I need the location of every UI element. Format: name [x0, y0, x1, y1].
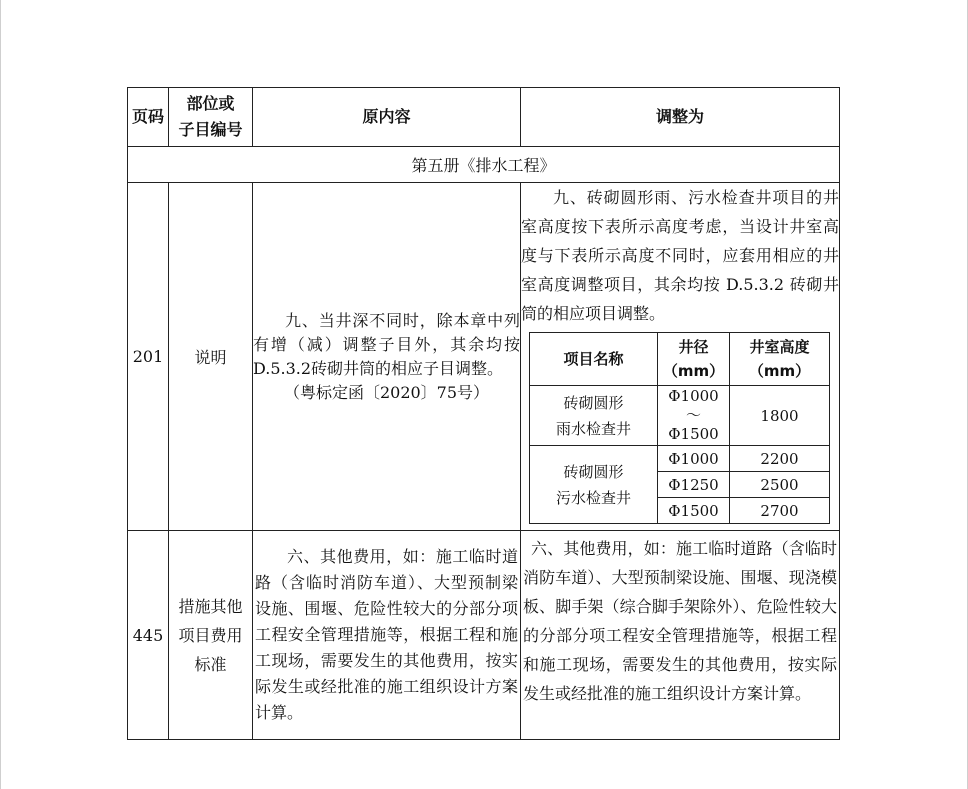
row-445-part-l3: 标准 — [194, 654, 227, 674]
row-445-part-l2: 项目费用 — [178, 625, 243, 645]
rain-well-diameter-l1: Φ1000 — [668, 387, 719, 405]
well-table-col-height-l2: （mm） — [748, 362, 811, 380]
well-table-col-diameter — [658, 333, 730, 386]
sewage-well-height-3: 2700 — [730, 498, 830, 524]
row-201-page: 201 — [128, 183, 169, 531]
row-445-original — [253, 531, 521, 740]
adjustment-table — [127, 87, 840, 740]
page-left-edge — [0, 0, 1, 789]
well-height-table — [529, 332, 830, 524]
table-header-row — [128, 88, 840, 147]
rain-well-diameter-l2: ～ — [685, 406, 701, 424]
row-445-adjusted — [521, 531, 840, 740]
section-title: 第五册《排水工程》 — [128, 147, 840, 183]
row-445-original-text: 六、其他费用，如：施工临时道路（含临时消防车道）、大型预制梁设施、围堰、危险性较大的分部分项工程安全管理措施等，根据工程和施工现场，需要发生的其他费用，按实际发生或经批准的施工组织设计方案计算。 — [255, 547, 518, 722]
sewage-well-name — [530, 446, 658, 524]
rain-well-name-l1: 砖砌圆形 — [563, 393, 624, 412]
row-201-original-note: （粤标定函〔2020〕75号） — [283, 382, 490, 402]
well-table-col-height-l1: 井室高度 — [749, 338, 810, 356]
row-445-adjusted-text: 六、其他费用，如：施工临时道路（含临时消防车道）、大型预制梁设施、围堰、现浇模板、脚手架（综合脚手架除外）、危险性较大的分部分项工程安全管理措施等，根据工程和施工现场，需要发生的其他费用，按实际发生或经批准的施工组织设计方案计算。 — [523, 539, 837, 703]
row-201-adjusted — [521, 183, 840, 531]
row-201-part: 说明 — [169, 183, 253, 531]
well-table-col-height — [730, 333, 830, 386]
row-201-adjusted-text: 九、砖砌圆形雨、污水检查井项目的井室高度按下表所示高度考虑，当设计井室高度与下表所示高度不同时，应套用相应的井室高度调整项目，其余均按 D.5.3.2 砖砌井筒的相应项目调整。 — [521, 188, 839, 323]
well-table-col-name: 项目名称 — [530, 333, 658, 386]
rain-well-diameter — [658, 386, 730, 446]
header-adjusted: 调整为 — [521, 88, 840, 147]
row-445-part — [169, 531, 253, 740]
header-part-line1: 部位或 — [186, 94, 235, 113]
rain-well-name-l2: 雨水检查井 — [555, 419, 631, 438]
section-row — [128, 147, 840, 183]
well-table-row-sewage-1 — [530, 446, 830, 472]
sewage-well-name-l1: 砖砌圆形 — [563, 462, 624, 481]
sewage-well-name-l2: 污水检查井 — [555, 488, 631, 507]
rain-well-height: 1800 — [730, 386, 830, 446]
row-201-original-text: 九、当井深不同时，除本章中列有增（减）调整子目外，其余均按D.5.3.2砖砌井筒的相应子目调整。 — [253, 310, 520, 378]
sewage-well-diameter-2: Φ1250 — [658, 472, 730, 498]
sewage-well-diameter-3: Φ1500 — [658, 498, 730, 524]
header-part — [169, 88, 253, 147]
well-table-col-diameter-l2: （mm） — [662, 362, 725, 380]
well-table-row-rain — [530, 386, 830, 446]
well-table-header — [530, 333, 830, 386]
row-201-original — [253, 183, 521, 531]
sewage-well-diameter-1: Φ1000 — [658, 446, 730, 472]
row-445-part-l1: 措施其他 — [178, 596, 243, 616]
rain-well-diameter-l3: Φ1500 — [668, 425, 719, 443]
rain-well-name — [530, 386, 658, 446]
header-page-no: 页码 — [128, 88, 169, 147]
sewage-well-height-2: 2500 — [730, 472, 830, 498]
header-original: 原内容 — [253, 88, 521, 147]
table-row-201 — [128, 183, 840, 531]
sewage-well-height-1: 2200 — [730, 446, 830, 472]
row-445-page: 445 — [128, 531, 169, 740]
header-part-line2: 子目编号 — [178, 120, 243, 139]
well-table-col-diameter-l1: 井径 — [678, 338, 709, 356]
table-row-445 — [128, 531, 840, 740]
